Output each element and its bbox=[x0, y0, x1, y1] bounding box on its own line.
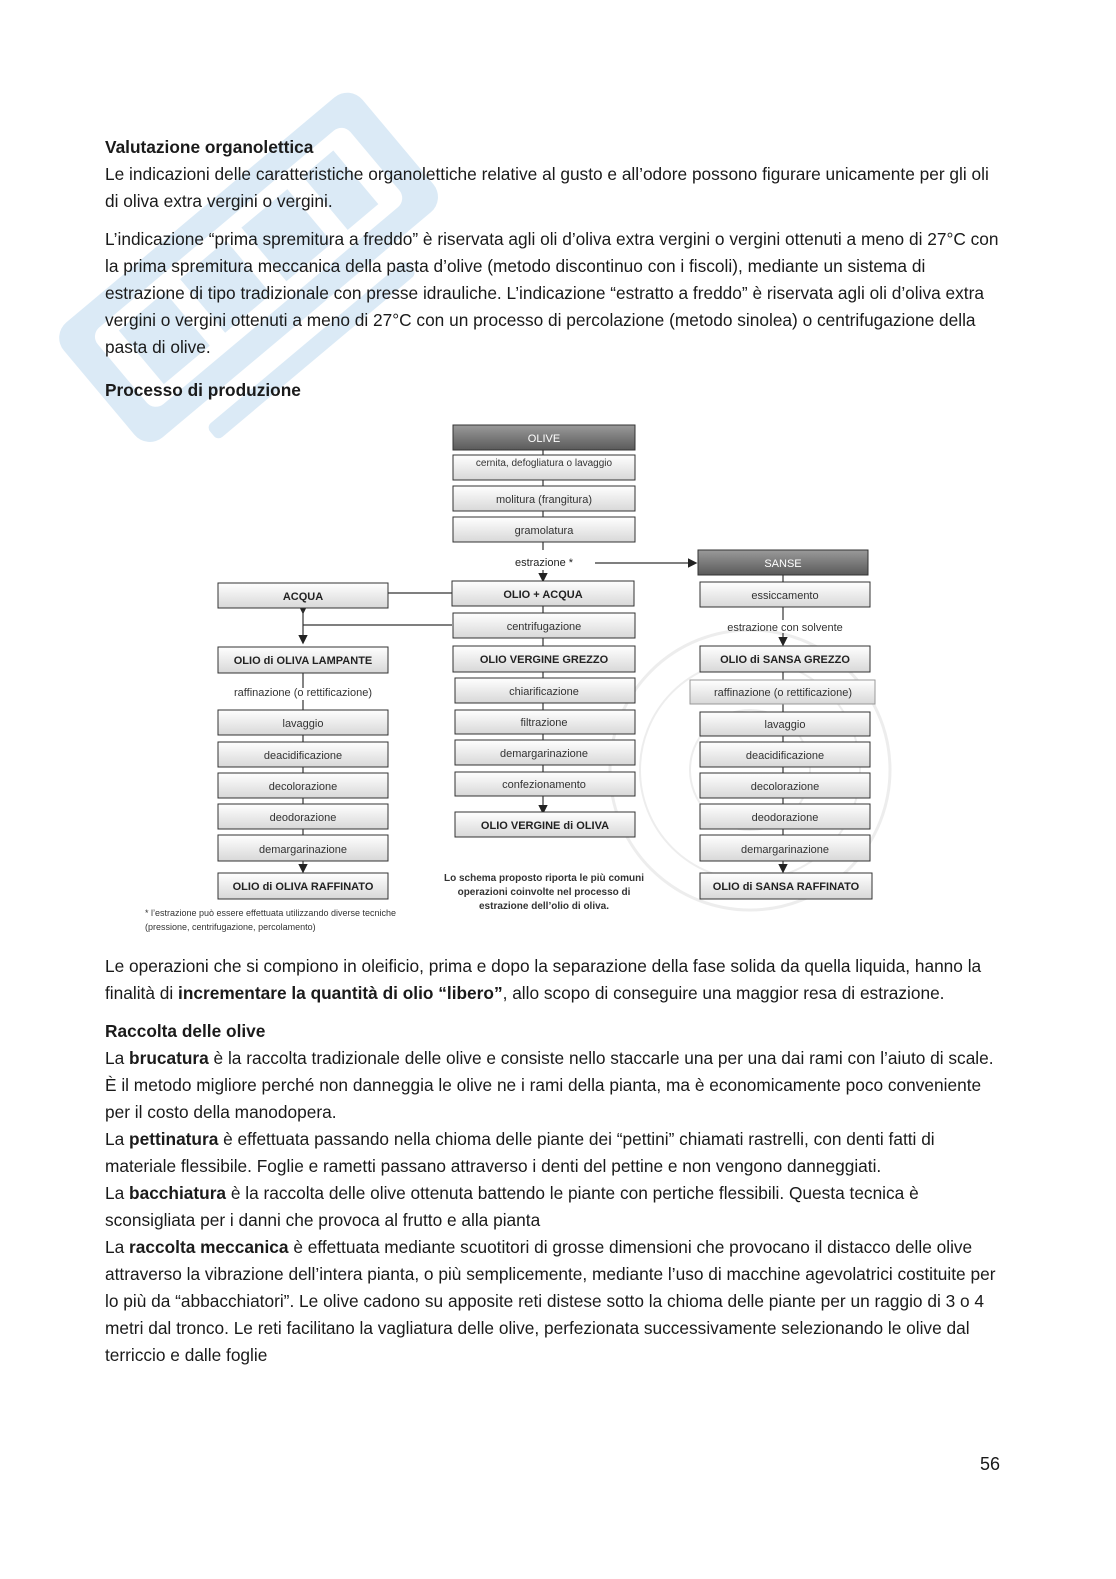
label-estrazione-solvente: estrazione con solvente bbox=[727, 622, 843, 634]
item-pre: La bbox=[105, 1183, 130, 1203]
page-body-lower bbox=[105, 953, 1005, 1369]
note-line-3: estrazione dell’olio di oliva. bbox=[478, 901, 610, 912]
label-lavaggio-r: lavaggio bbox=[764, 719, 806, 731]
label-cernita: cernita, defogliatura o lavaggio bbox=[475, 458, 613, 469]
label-filtrazione: filtrazione bbox=[520, 717, 568, 729]
label-centrifugazione: centrifugazione bbox=[506, 621, 582, 633]
label-lavaggio-l: lavaggio bbox=[282, 718, 324, 730]
item-bold: pettinatura bbox=[129, 1129, 219, 1149]
label-sansa-grezzo: OLIO di SANSA GREZZO bbox=[720, 654, 850, 666]
label-gramolatura: gramolatura bbox=[514, 525, 574, 537]
heading-valutazione: Valutazione organolettica bbox=[105, 137, 314, 157]
right-column bbox=[690, 550, 875, 899]
label-raffinazione-l: raffinazione (o rettificazione) bbox=[234, 687, 372, 699]
para-operazioni-post: , allo scopo di conseguire una maggior resa di estrazione. bbox=[502, 983, 945, 1003]
label-vergine-grezzo: OLIO VERGINE GREZZO bbox=[479, 654, 609, 666]
label-confezionamento: confezionamento bbox=[502, 779, 586, 791]
left-column bbox=[145, 583, 396, 932]
label-chiarificazione: chiarificazione bbox=[509, 686, 579, 698]
para-operazioni-pre: Le operazioni che si compiono in oleificio, prima e dopo la separazione della fase solida da quella liquida, hanno la finalità di bbox=[105, 956, 982, 1003]
note-line-1: Lo schema proposto riporta le più comuni bbox=[443, 873, 645, 884]
label-decolorazione-r: decolorazione bbox=[750, 781, 820, 793]
label-decolorazione-l: decolorazione bbox=[268, 781, 338, 793]
para-operazioni-bold: incrementare la quantità di olio “libero” bbox=[178, 983, 503, 1003]
raccolta-item bbox=[105, 1180, 1005, 1234]
label-sanse: SANSE bbox=[764, 558, 802, 570]
label-demargarinazione-c: demargarinazione bbox=[499, 748, 589, 760]
page-number: 56 bbox=[980, 1454, 1001, 1474]
label-raffinato-r: OLIO di SANSA RAFFINATO bbox=[712, 881, 860, 893]
label-acqua: ACQUA bbox=[282, 591, 324, 603]
label-demargarinazione-r: demargarinazione bbox=[740, 844, 830, 856]
item-pre: La bbox=[105, 1048, 130, 1068]
page-body bbox=[105, 134, 1005, 404]
production-flowchart bbox=[140, 420, 910, 940]
label-deodorazione-l: deodorazione bbox=[269, 812, 337, 824]
note-line-2: operazioni coinvolte nel processo di bbox=[457, 887, 631, 898]
label-raffinato-l: OLIO di OLIVA RAFFINATO bbox=[232, 881, 374, 893]
label-estrazione: estrazione * bbox=[514, 557, 574, 569]
item-bold: brucatura bbox=[129, 1048, 209, 1068]
label-olive: OLIVE bbox=[527, 433, 561, 445]
heading-raccolta: Raccolta delle olive bbox=[105, 1021, 266, 1041]
paragraph-operazioni bbox=[105, 953, 1005, 1007]
raccolta-item bbox=[105, 1045, 1005, 1126]
heading-processo: Processo di produzione bbox=[105, 380, 301, 400]
raccolta-item bbox=[105, 1126, 1005, 1180]
label-deodorazione-r: deodorazione bbox=[751, 812, 819, 824]
item-post: è effettuata mediante scuotitori di grosse dimensioni che provocano il distacco delle olive attraverso la vibrazione dell’intera pianta, o più semplicemente, mediante l’uso di macchine agevolatrici costituite per lo più da “abbacchiatori”. Le olive cadono su apposite reti distese sotto la chioma delle piante per un raggio di 3 o 4 metri dal tronco. Le reti facilitano la vagliatura delle olive, perfezionata successivamente selezionando le olive dal terriccio e dalle foglie bbox=[105, 1237, 996, 1365]
item-post: è effettuata passando nella chioma delle piante dei “pettini” chiamati rastrelli, con denti fatti di materiale flessibile. Foglie e rametti passano attraverso i denti del pettine e non vengono danneggiati. bbox=[105, 1129, 935, 1176]
label-raffinazione-r: raffinazione (o rettificazione) bbox=[714, 687, 852, 699]
footnote-line-1: * l’estrazione può essere effettuata utilizzando diverse tecniche bbox=[145, 908, 396, 918]
label-demargarinazione-l: demargarinazione bbox=[258, 844, 348, 856]
label-olio-acqua: OLIO + ACQUA bbox=[503, 589, 583, 601]
paragraph-spremitura: L’indicazione “prima spremitura a freddo” è riservata agli oli d’oliva extra vergini o vergini ottenuti a meno di 27°C con la prima spremitura meccanica della pasta d’olive (metodo discontinuo con i fiscoli), mediante un sistema di estrazione di tipo tradizionale con presse idrauliche. L’indicazione “estratto a freddo” è riservata agli oli d’oliva extra vergini o vergini ottenuti a meno di 27°C con un processo di percolazione (metodo sinolea) o centrifugazione della pasta di olive. bbox=[105, 229, 999, 357]
label-molitura: molitura (frangitura) bbox=[496, 494, 592, 506]
raccolta-item bbox=[105, 1234, 1005, 1369]
label-lampante: OLIO di OLIVA LAMPANTE bbox=[233, 655, 373, 667]
item-post: è la raccolta tradizionale delle olive e consiste nello staccarle una per una dai rami con l’aiuto di scale. È il metodo migliore perché non danneggia le olive ne i rami della pianta, ma è economicamente poco conveniente per il costo della manodopera. bbox=[105, 1048, 994, 1122]
label-vergine-oliva: OLIO VERGINE di OLIVA bbox=[480, 820, 610, 832]
label-deacidificazione-l: deacidificazione bbox=[263, 750, 343, 762]
item-pre: La bbox=[105, 1129, 130, 1149]
footnote-line-2: (pressione, centrifugazione, percolamento) bbox=[145, 922, 316, 932]
paragraph-organolettica: Le indicazioni delle caratteristiche organolettiche relative al gusto e all’odore possono figurare unicamente per gli oli di oliva extra vergini o vergini. bbox=[105, 164, 989, 211]
item-bold: raccolta meccanica bbox=[129, 1237, 289, 1257]
item-pre: La bbox=[105, 1237, 130, 1257]
item-bold: bacchiatura bbox=[129, 1183, 227, 1203]
center-column bbox=[444, 425, 644, 912]
label-deacidificazione-r: deacidificazione bbox=[745, 750, 825, 762]
label-essiccamento: essiccamento bbox=[751, 590, 819, 602]
item-post: è la raccolta delle olive ottenuta battendo le piante con pertiche flessibili. Questa tecnica è sconsigliata per i danni che provoca al frutto e alla pianta bbox=[105, 1183, 919, 1230]
